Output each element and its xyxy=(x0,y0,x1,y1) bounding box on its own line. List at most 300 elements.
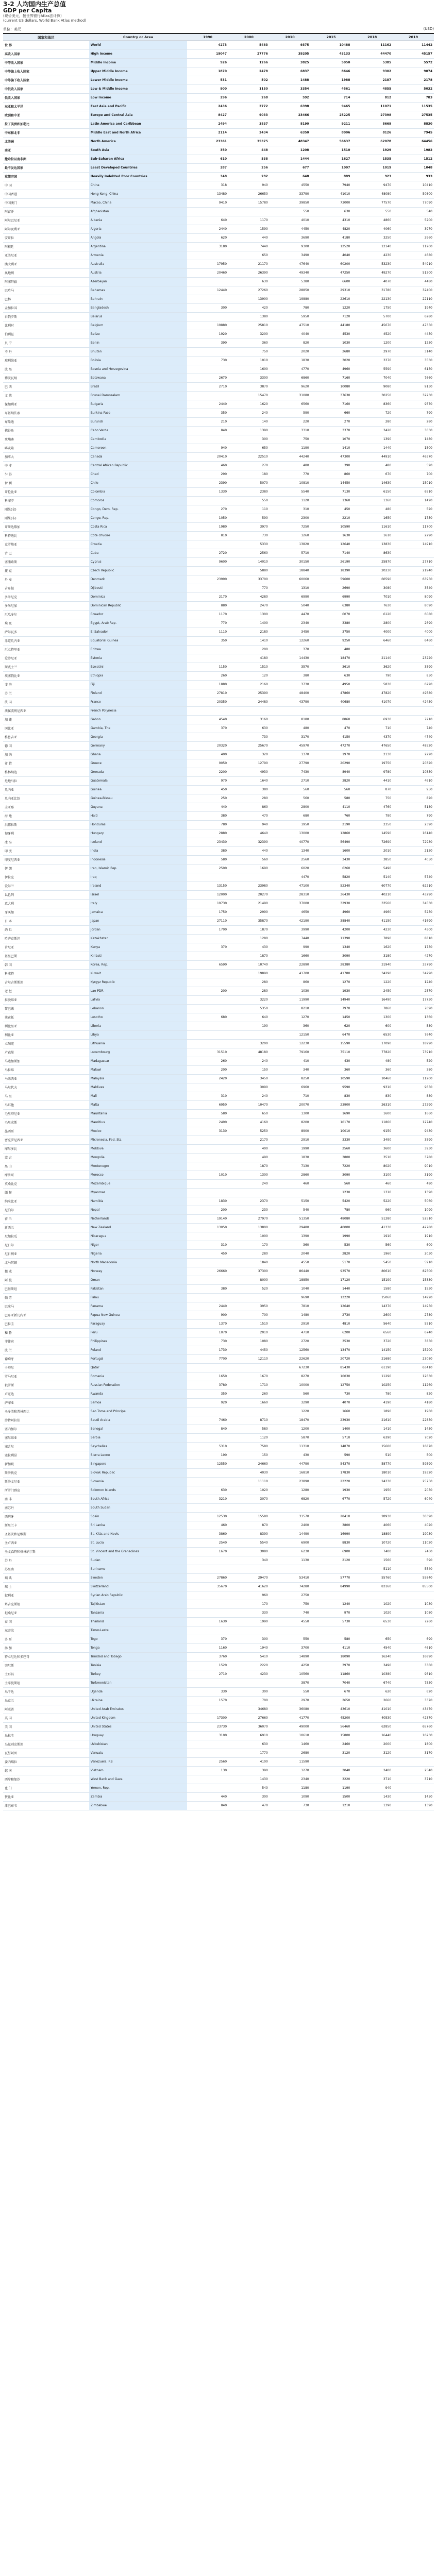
country-name-en: Central African Republic xyxy=(89,461,188,470)
value-cell: 5250 xyxy=(393,908,434,917)
country-name-en: Colombia xyxy=(89,487,188,496)
country-name-en: Sri Lanka xyxy=(89,1521,188,1530)
value-cell: 12560 xyxy=(270,1346,311,1354)
value-cell: 2020 xyxy=(270,347,311,356)
value-cell xyxy=(228,1030,270,1039)
value-cell: 8190 xyxy=(270,120,311,128)
value-cell: 20320 xyxy=(393,759,434,768)
value-cell: 5483 xyxy=(228,41,270,49)
value-cell: 57770 xyxy=(311,1573,352,1582)
value-cell: 3290 xyxy=(270,1398,311,1407)
value-cell: 43133 xyxy=(311,49,352,58)
value-cell: 5330 xyxy=(228,540,270,549)
country-name-en: Georgia xyxy=(89,733,188,741)
value-cell: 1390 xyxy=(351,435,393,444)
value-cell: 320 xyxy=(228,750,270,759)
value-cell: 6990 xyxy=(311,592,352,601)
value-cell: 390 xyxy=(187,338,228,347)
value-cell xyxy=(393,1757,434,1766)
value-cell: 6470 xyxy=(311,1030,352,1039)
country-name-en: St. Kitts and Nevis xyxy=(89,1530,188,1538)
value-cell: 5540 xyxy=(393,1565,434,1573)
value-cell: 9465 xyxy=(311,102,352,111)
value-cell: 26650 xyxy=(228,190,270,198)
value-cell: 4180 xyxy=(228,654,270,663)
country-name-cn: 以色列 xyxy=(3,890,89,899)
value-cell: 10250 xyxy=(351,1381,393,1389)
value-cell: 5572 xyxy=(393,58,434,67)
value-cell: 4550 xyxy=(270,1258,311,1267)
value-cell: 4110 xyxy=(311,1643,352,1652)
country-name-en: India xyxy=(89,846,188,855)
country-name-cn: 几内亚比绍 xyxy=(3,794,89,803)
country-name-cn: 埃 及 xyxy=(3,619,89,628)
value-cell: 4960 xyxy=(311,908,352,917)
value-cell xyxy=(228,1679,270,1687)
value-cell: 21610 xyxy=(351,1416,393,1425)
value-cell: 34290 xyxy=(351,969,393,978)
value-cell: 1240 xyxy=(311,1600,352,1608)
value-cell: 780 xyxy=(351,1389,393,1398)
value-cell: 1390 xyxy=(351,1801,393,1810)
country-name-cn: 塞浦路斯 xyxy=(3,557,89,566)
value-cell: 1420 xyxy=(393,496,434,505)
value-cell: 47820 xyxy=(351,689,393,698)
country-name-en: Tajikistan xyxy=(89,1600,188,1608)
value-cell: 240 xyxy=(228,1092,270,1100)
country-name-en: Cote d'Ivoire xyxy=(89,531,188,540)
country-row xyxy=(3,636,434,645)
value-cell: 1620 xyxy=(228,400,270,409)
value-cell: 25225 xyxy=(311,111,352,120)
value-cell: 1250 xyxy=(393,338,434,347)
value-cell: 5420 xyxy=(311,1197,352,1206)
value-cell: 10810 xyxy=(270,479,311,487)
value-cell: 3430 xyxy=(311,855,352,864)
country-name-cn: 马来西亚 xyxy=(3,1074,89,1083)
column-header-row xyxy=(3,33,434,41)
value-cell: 650 xyxy=(228,1109,270,1118)
value-cell: 41070 xyxy=(351,698,393,706)
value-cell: 770 xyxy=(270,470,311,479)
country-name-en: Cuba xyxy=(89,549,188,557)
country-row xyxy=(3,934,434,943)
value-cell: 840 xyxy=(187,1801,228,1810)
value-cell: 5870 xyxy=(270,1433,311,1442)
value-cell: 1430 xyxy=(228,1775,270,1784)
value-cell: 850 xyxy=(393,671,434,680)
value-cell: 40680 xyxy=(311,698,352,706)
value-cell xyxy=(270,706,311,715)
value-cell: 15010 xyxy=(393,479,434,487)
value-cell xyxy=(187,952,228,960)
country-row xyxy=(3,268,434,277)
value-cell: 7020 xyxy=(393,1433,434,1442)
country-name-en: Netherlands xyxy=(89,1214,188,1223)
country-row xyxy=(3,1302,434,1311)
value-cell: 730 xyxy=(187,1337,228,1346)
value-cell: 1880 xyxy=(187,680,228,689)
value-cell: 880 xyxy=(393,1092,434,1100)
country-name-en: Vanuatu xyxy=(89,1749,188,1757)
value-cell: 1500 xyxy=(393,444,434,452)
value-cell: 3600 xyxy=(351,1144,393,1153)
country-name-cn: 波 兰 xyxy=(3,1346,89,1354)
value-cell: 12640 xyxy=(311,540,352,549)
value-cell: 4810 xyxy=(311,1319,352,1328)
country-name-en: North America xyxy=(89,137,188,146)
value-cell: 42780 xyxy=(393,1223,434,1232)
value-cell: 2490 xyxy=(187,1118,228,1127)
value-cell: 23900 xyxy=(311,1100,352,1109)
country-row xyxy=(3,1319,434,1328)
value-cell: 360 xyxy=(228,338,270,347)
value-cell: 2710 xyxy=(270,776,311,785)
value-cell: 16140 xyxy=(393,829,434,838)
value-cell: 63950 xyxy=(393,575,434,584)
value-cell: 5310 xyxy=(187,1442,228,1451)
country-name-cn: 英 国 xyxy=(3,1714,89,1722)
country-row xyxy=(3,1442,434,1451)
country-name-en: Ireland xyxy=(89,882,188,890)
value-cell: 380 xyxy=(270,671,311,680)
country-name-cn: 纳米比亚 xyxy=(3,1197,89,1206)
country-row xyxy=(3,417,434,426)
value-cell: 1630 xyxy=(187,1617,228,1626)
value-cell: 1480 xyxy=(270,1311,311,1319)
value-cell: 13900 xyxy=(228,295,270,303)
country-row xyxy=(3,1792,434,1801)
value-cell: 560 xyxy=(270,794,311,803)
value-cell: 8860 xyxy=(311,715,352,724)
value-cell: 3970 xyxy=(228,522,270,531)
value-cell: 5250 xyxy=(228,1127,270,1136)
value-cell: 2730 xyxy=(311,1311,352,1319)
country-name-cn: 印 度 xyxy=(3,846,89,855)
value-cell: 1488 xyxy=(270,76,311,84)
country-name-cn: 墨西哥 xyxy=(3,1127,89,1136)
country-row xyxy=(3,1661,434,1670)
value-cell: 350 xyxy=(187,146,228,155)
value-cell: 5740 xyxy=(393,873,434,882)
country-row xyxy=(3,601,434,610)
value-cell: 3250 xyxy=(351,233,393,242)
value-cell: 170 xyxy=(228,1600,270,1608)
country-name-cn: 希 腊 xyxy=(3,759,89,768)
value-cell: 44790 xyxy=(270,1460,311,1468)
value-cell: 1220 xyxy=(351,978,393,987)
value-cell: 270 xyxy=(187,505,228,514)
value-cell: 12260 xyxy=(270,636,311,645)
value-cell xyxy=(187,1039,228,1048)
country-row xyxy=(3,303,434,312)
value-cell: 1390 xyxy=(228,426,270,435)
value-cell: 380 xyxy=(393,1065,434,1074)
value-cell: 300 xyxy=(228,1687,270,1696)
value-cell: 23730 xyxy=(187,1722,228,1731)
value-cell: 2120 xyxy=(311,1556,352,1565)
value-cell: 42370 xyxy=(393,1714,434,1722)
country-name-cn: 法属波利尼西亚 xyxy=(3,706,89,715)
country-name-cn: 塞尔维亚 xyxy=(3,1433,89,1442)
value-cell xyxy=(393,1591,434,1600)
value-cell: 4230 xyxy=(351,925,393,934)
value-cell: 8090 xyxy=(393,601,434,610)
country-row xyxy=(3,540,434,549)
value-cell: 2670 xyxy=(187,374,228,382)
value-cell: 77090 xyxy=(393,198,434,207)
value-cell: 620 xyxy=(393,1687,434,1696)
country-name-cn: 伯利兹 xyxy=(3,330,89,338)
country-name-cn: 日 本 xyxy=(3,917,89,925)
country-row xyxy=(3,811,434,820)
value-cell: 440 xyxy=(187,803,228,811)
value-cell: 140 xyxy=(228,417,270,426)
country-name-en: Lebanon xyxy=(89,1004,188,1013)
value-cell: 85430 xyxy=(311,1363,352,1372)
value-cell: 11290 xyxy=(351,1372,393,1381)
value-cell: 8360 xyxy=(351,400,393,409)
country-name-cn: 西岸和加沙 xyxy=(3,1775,89,1784)
country-name-cn: 约 旦 xyxy=(3,925,89,934)
value-cell: 1390 xyxy=(393,1801,434,1810)
country-name-en: Lesotho xyxy=(89,1013,188,1022)
value-cell: 47100 xyxy=(270,882,311,890)
value-cell: 93570 xyxy=(311,1267,352,1276)
country-name-cn: 印度尼西亚 xyxy=(3,855,89,864)
value-cell: 6900 xyxy=(270,1538,311,1547)
value-cell: 530 xyxy=(311,1241,352,1249)
value-cell: 1840 xyxy=(228,1258,270,1267)
value-cell: 1750 xyxy=(187,908,228,917)
country-name-cn: 阿富汗 xyxy=(3,207,89,216)
value-cell: 55760 xyxy=(351,1573,393,1582)
value-cell: 85500 xyxy=(393,1582,434,1591)
value-cell: 27810 xyxy=(187,689,228,698)
country-name-cn: 新加坡 xyxy=(3,1460,89,1468)
value-cell: 18010 xyxy=(351,1468,393,1477)
value-cell: 16440 xyxy=(351,1731,393,1740)
value-cell: 200 xyxy=(228,645,270,654)
value-cell: 62078 xyxy=(351,137,393,146)
country-name-cn: 圣多美和普林西比 xyxy=(3,1407,89,1416)
value-cell: 20720 xyxy=(311,1354,352,1363)
country-row xyxy=(3,1223,434,1232)
value-cell: 200 xyxy=(187,1065,228,1074)
value-cell: 5410 xyxy=(228,1652,270,1661)
value-cell: 13000 xyxy=(270,829,311,838)
country-name-cn: 萨尔瓦多 xyxy=(3,628,89,636)
value-cell: 700 xyxy=(393,470,434,479)
value-cell: 7130 xyxy=(270,1162,311,1171)
value-cell: 2187 xyxy=(351,76,393,84)
value-cell: 4180 xyxy=(311,233,352,242)
country-name-cn: 菲律宾 xyxy=(3,1337,89,1346)
value-cell: 27110 xyxy=(187,917,228,925)
value-cell: 9410 xyxy=(187,198,228,207)
value-cell: 783 xyxy=(393,93,434,102)
value-cell: 4855 xyxy=(351,84,393,93)
country-row xyxy=(3,1162,434,1171)
value-cell: 14950 xyxy=(393,1302,434,1311)
value-cell: 1690 xyxy=(228,864,270,873)
country-row xyxy=(3,207,434,216)
country-row xyxy=(3,689,434,698)
value-cell: 1600 xyxy=(228,365,270,374)
value-cell: 13820 xyxy=(270,540,311,549)
value-cell: 9690 xyxy=(270,1293,311,1302)
country-name-en: Yemen, Rep. xyxy=(89,1784,188,1792)
country-name-cn: 德 国 xyxy=(3,741,89,750)
country-name-cn: 苏 丹 xyxy=(3,1556,89,1565)
country-name-cn: 坦桑尼亚 xyxy=(3,1608,89,1617)
country-name-cn: 加拿大 xyxy=(3,452,89,461)
value-cell: 1110 xyxy=(187,628,228,636)
value-cell: 1310 xyxy=(270,584,311,592)
country-name-en: St. Vincent and the Grenadines xyxy=(89,1547,188,1556)
country-name-en: El Salvador xyxy=(89,628,188,636)
country-row xyxy=(3,461,434,470)
country-row xyxy=(3,715,434,724)
country-row xyxy=(3,1652,434,1661)
value-cell: 45157 xyxy=(393,49,434,58)
value-cell: 21680 xyxy=(351,1354,393,1363)
value-cell xyxy=(187,706,228,715)
value-cell: 29480 xyxy=(270,1223,311,1232)
value-cell: 3120 xyxy=(311,1749,352,1757)
country-name-en: Maldives xyxy=(89,1083,188,1092)
country-name-cn: 佛得角 xyxy=(3,426,89,435)
value-cell: 33790 xyxy=(393,960,434,969)
value-cell: 4770 xyxy=(270,365,311,374)
value-cell: 1270 xyxy=(270,1766,311,1775)
value-cell: 1440 xyxy=(351,444,393,452)
value-cell: 60200 xyxy=(311,260,352,268)
value-cell: 27290 xyxy=(393,1100,434,1109)
value-cell: 2470 xyxy=(228,601,270,610)
country-row xyxy=(3,584,434,592)
country-name-en: Kenya xyxy=(89,943,188,952)
value-cell: 750 xyxy=(270,1600,311,1608)
country-row xyxy=(3,251,434,260)
value-cell: 8390 xyxy=(228,1530,270,1538)
country-name-cn: 汤 加 xyxy=(3,1643,89,1652)
value-cell: 840 xyxy=(187,1425,228,1433)
value-cell: 34530 xyxy=(393,899,434,908)
country-row xyxy=(3,1214,434,1223)
value-cell: 330 xyxy=(187,1687,228,1696)
value-cell: 940 xyxy=(351,1784,393,1792)
country-name-cn: 阿塞拜疆 xyxy=(3,277,89,286)
value-cell: 256 xyxy=(228,163,270,172)
country-row xyxy=(3,1171,434,1179)
value-cell: 5170 xyxy=(311,1258,352,1267)
value-cell: 3420 xyxy=(351,426,393,435)
country-row xyxy=(3,1521,434,1530)
value-cell: 11200 xyxy=(393,1074,434,1083)
column-header: 2019 xyxy=(393,33,434,41)
country-row xyxy=(3,1328,434,1337)
value-cell: 448 xyxy=(228,146,270,155)
value-cell: 240 xyxy=(228,1057,270,1065)
value-cell: 1530 xyxy=(393,1284,434,1293)
country-name-cn: 厄立特里亚 xyxy=(3,645,89,654)
country-name-cn: 撒哈拉以南非洲 xyxy=(3,155,89,163)
value-cell: 1007 xyxy=(311,163,352,172)
country-name-en: Hungary xyxy=(89,829,188,838)
country-name-cn: 哥斯达黎加 xyxy=(3,522,89,531)
value-cell: 2560 xyxy=(187,1757,228,1766)
country-row xyxy=(3,549,434,557)
value-cell: 14910 xyxy=(393,540,434,549)
country-name-cn: 卢森堡 xyxy=(3,1048,89,1057)
value-cell: 5730 xyxy=(311,1617,352,1626)
value-cell: 3180 xyxy=(351,952,393,960)
country-name-cn: 肯尼亚 xyxy=(3,943,89,952)
value-cell xyxy=(187,733,228,741)
value-cell: 19047 xyxy=(187,49,228,58)
value-cell: 600 xyxy=(351,1022,393,1030)
value-cell: 6560 xyxy=(351,1328,393,1337)
value-cell: 5720 xyxy=(351,1495,393,1503)
country-row xyxy=(3,295,434,303)
value-cell: 7220 xyxy=(311,1162,352,1171)
value-cell: 54370 xyxy=(311,1460,352,1468)
value-cell: 3130 xyxy=(187,1127,228,1136)
country-name-cn: 瑞 典 xyxy=(3,1573,89,1582)
value-cell: 3820 xyxy=(311,776,352,785)
value-cell: 45670 xyxy=(351,321,393,330)
country-name-en: Liberia xyxy=(89,1022,188,1030)
value-cell: 14940 xyxy=(311,995,352,1004)
value-cell: 7210 xyxy=(393,715,434,724)
value-cell: 2290 xyxy=(393,531,434,540)
value-cell: 20230 xyxy=(351,566,393,575)
country-name-cn: 尼日利亚 xyxy=(3,1249,89,1258)
country-name-cn: 爱尔兰 xyxy=(3,882,89,890)
value-cell: 350 xyxy=(187,636,228,645)
value-cell: 47270 xyxy=(311,741,352,750)
value-cell: 1930 xyxy=(311,1486,352,1495)
value-cell: 2450 xyxy=(351,987,393,995)
value-cell: 10170 xyxy=(311,1118,352,1127)
country-row xyxy=(3,505,434,514)
country-name-en: Malaysia xyxy=(89,1074,188,1083)
value-cell: 27970 xyxy=(228,1214,270,1223)
country-row xyxy=(3,1512,434,1521)
value-cell: 350 xyxy=(187,409,228,417)
value-cell: 2340 xyxy=(270,1775,311,1784)
value-cell: 3220 xyxy=(311,1775,352,1784)
value-cell: 11860 xyxy=(351,1118,393,1127)
country-name-en: Egypt, Arab Rep. xyxy=(89,619,188,628)
country-row xyxy=(3,365,434,374)
value-cell: 300 xyxy=(228,1792,270,1801)
country-row xyxy=(3,1407,434,1416)
country-name-en: Serbia xyxy=(89,1433,188,1442)
value-cell: 550 xyxy=(228,496,270,505)
value-cell: 7660 xyxy=(393,374,434,382)
value-cell: 280 xyxy=(228,978,270,987)
value-cell: 6120 xyxy=(351,610,393,619)
value-cell: 8210 xyxy=(270,1004,311,1013)
value-cell xyxy=(187,1083,228,1092)
country-name-en: Suriname xyxy=(89,1565,188,1573)
value-cell: 650 xyxy=(351,1635,393,1643)
value-cell: 590 xyxy=(270,409,311,417)
value-cell xyxy=(228,1188,270,1197)
country-name-cn: 拉丁美洲和加勒比 xyxy=(3,120,89,128)
